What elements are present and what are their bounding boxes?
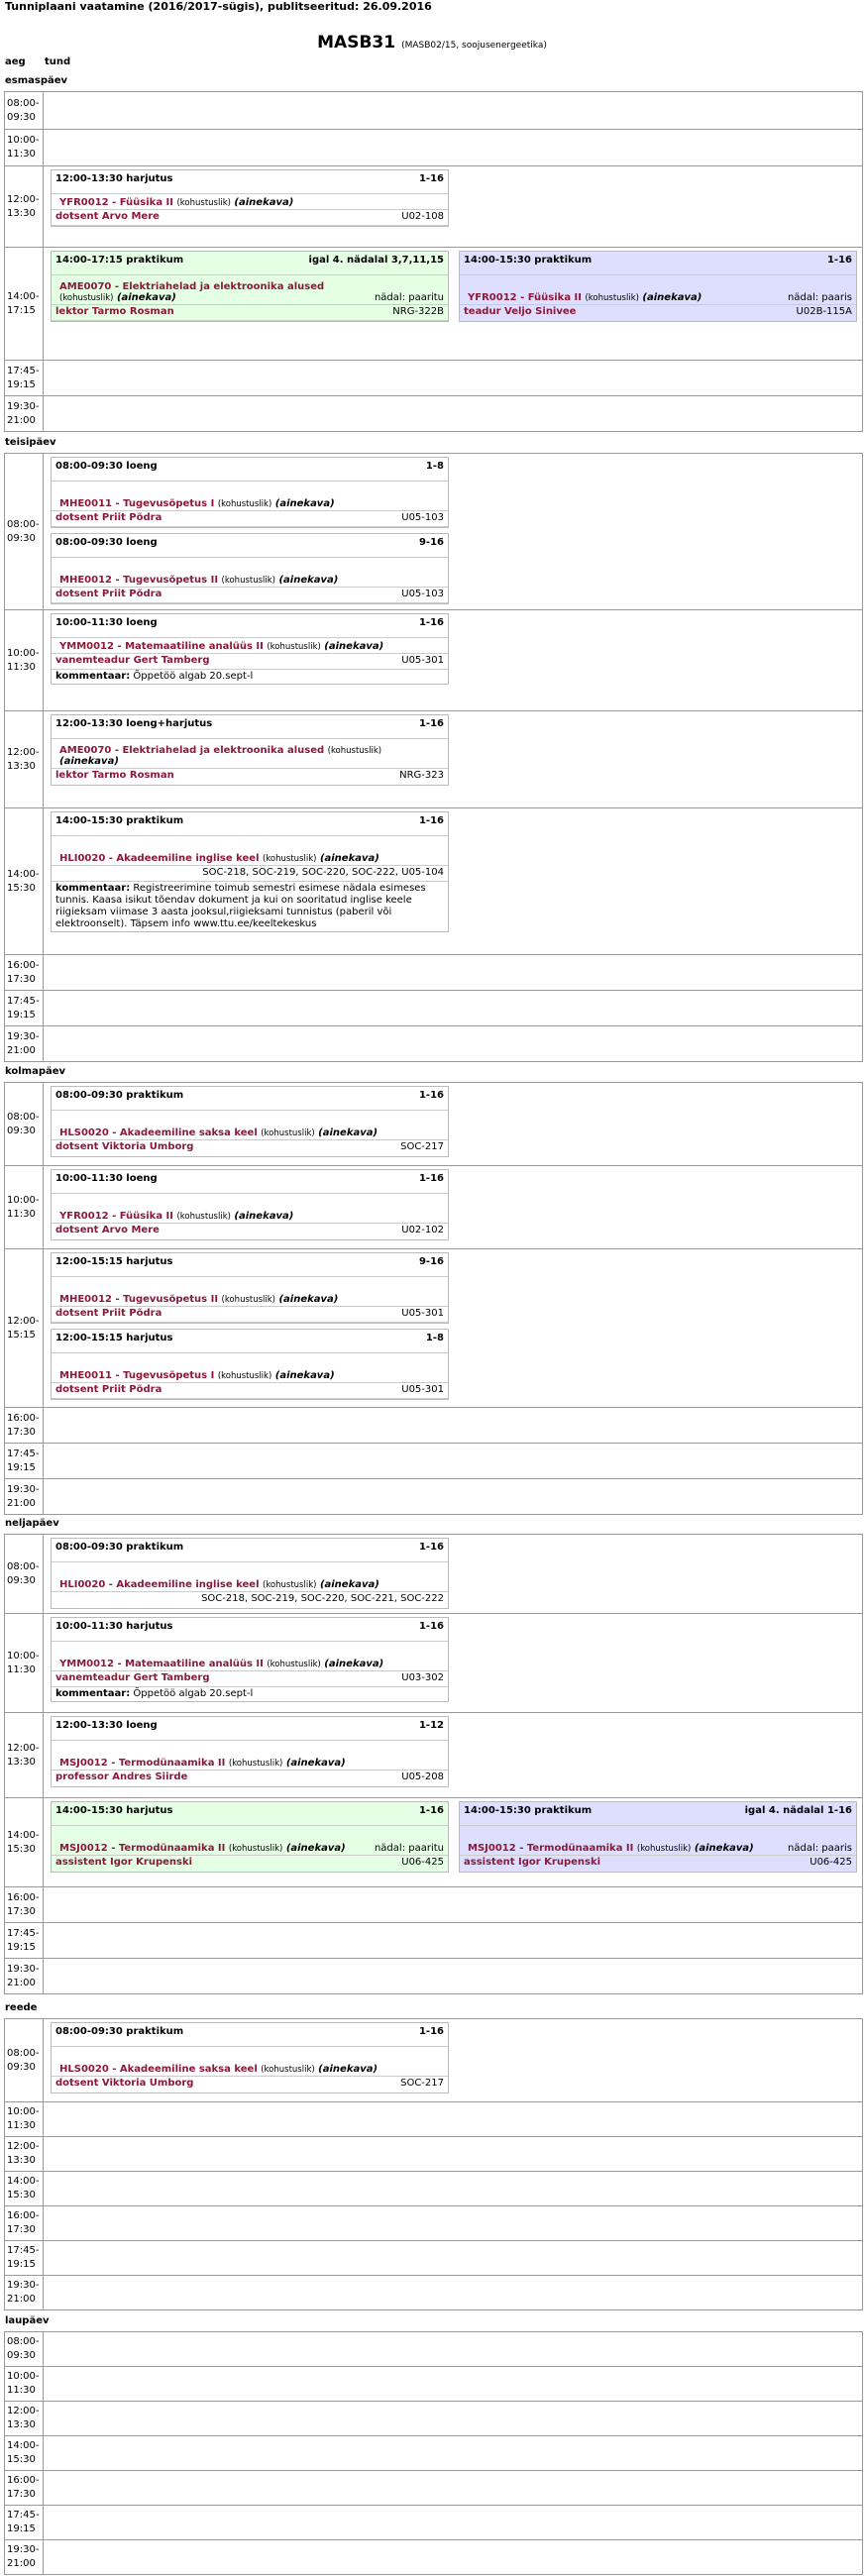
lesson-card[interactable]: 12:00-15:15 harjutus 1-8 MHE0011 - Tugevusõpetus I (kohustuslik) (ainekava) dotsent Priit Põdra U05-301 — [51, 1329, 449, 1400]
lesson-card[interactable]: 14:00-15:30 praktikum 1-16 HLI0020 - Akadeemiline inglise keel (kohustuslik) (ainekava) SOC-218, SOC-219, SOC-220, SOC-222, U05-104 kommentaar: Registreerimine toimub semestri esimese nädala esimeses tunnis. Kaasa isikut tõendav dokument ja kui on sooritatud inglise keele riigieksam viimase 3 aasta jooksul,riigieksami tunnistus (paberil või elektroonselt). Täpsem info www.ttu.ee/keeltekeskus — [51, 811, 449, 932]
lesson-card[interactable]: 12:00-15:15 harjutus 9-16 MHE0012 - Tugevusõpetus II (kohustuslik) (ainekava) dotsent Priit Põdra U05-301 — [51, 1252, 449, 1324]
time-slot: 12:00-13:30 — [5, 711, 44, 807]
time-slot: 19:30-21:00 — [5, 2276, 44, 2309]
col-tund: tund — [45, 56, 71, 67]
day-label: kolmapäev — [5, 1066, 66, 1077]
time-slot: 08:00-09:30 — [5, 2332, 44, 2366]
time-slot: 10:00-11:30 — [5, 1166, 44, 1248]
time-slot: 14:00-15:30 — [5, 1798, 44, 1886]
day-table — [4, 2331, 863, 2575]
time-slot: 12:00-13:30 — [5, 166, 44, 247]
time-slot: 16:00-17:30 — [5, 955, 44, 990]
time-slot: 19:30-21:00 — [5, 1479, 44, 1514]
page-header: Tunniplaani vaatamine (2016/2017-sügis), publitseeritud: 26.09.2016 — [5, 0, 432, 13]
lesson-card[interactable]: 12:00-13:30 loeng+harjutus 1-16 AME0070 - Elektriahelad ja elektroonika alused (kohustuslik) (ainekava) lektor Tarmo Rosman NRG-323 — [51, 714, 449, 786]
lesson-card[interactable]: 14:00-15:30 harjutus 1-16 MSJ0012 - Termodünaamika II (kohustuslik) (ainekava) nädal: paaritu assistent Igor Krupenski U06-425 — [51, 1801, 449, 1873]
day-label: reede — [5, 2002, 38, 2013]
time-slot: 17:45-19:15 — [5, 2506, 44, 2539]
group-title: MASB31 (MASB02/15, soojusenergeetika) — [317, 33, 547, 53]
time-slot: 14:00-15:30 — [5, 808, 44, 954]
time-slot: 14:00-17:15 — [5, 248, 44, 360]
time-slot: 17:45-19:15 — [5, 2241, 44, 2275]
lesson-card[interactable]: 08:00-09:30 praktikum 1-16 HLS0020 - Akadeemiline saksa keel (kohustuslik) (ainekava) dotsent Viktoria Umborg SOC-217 — [51, 2022, 449, 2093]
time-slot: 08:00-09:30 — [5, 454, 44, 609]
lesson-card[interactable]: 08:00-09:30 praktikum 1-16 HLI0020 - Akadeemiline inglise keel (kohustuslik) (ainekava) SOC-218, SOC-219, SOC-220, SOC-221, SOC-222 — [51, 1538, 449, 1609]
time-slot: 14:00-15:30 — [5, 2172, 44, 2205]
time-slot: 19:30-21:00 — [5, 396, 44, 431]
time-slot: 16:00-17:30 — [5, 1408, 44, 1443]
day-label: neljapäev — [5, 1518, 59, 1529]
day-table — [4, 453, 863, 1062]
time-slot: 17:45-19:15 — [5, 1923, 44, 1958]
lesson-card[interactable]: 14:00-15:30 praktikum igal 4. nädalal 1-16 MSJ0012 - Termodünaamika II (kohustuslik) (ainekava) nädal: paaris assistent Igor Krupenski U06-425 — [459, 1801, 857, 1873]
lesson-card[interactable]: 14:00-17:15 praktikum igal 4. nädalal 3,7,11,15 AME0070 - Elektriahelad ja elektroonika alused (kohustuslik) (ainekava) nädal: paaritu lektor Tarmo Rosman NRG-322B — [51, 251, 449, 322]
time-slot: 16:00-17:30 — [5, 2471, 44, 2505]
day-label: teisipäev — [5, 437, 56, 448]
time-slot: 08:00-09:30 — [5, 1083, 44, 1165]
lesson-card[interactable]: 08:00-09:30 loeng 9-16 MHE0012 - Tugevusõpetus II (kohustuslik) (ainekava) dotsent Priit Põdra U05-103 — [51, 533, 449, 604]
day-table — [4, 91, 863, 432]
time-slot: 10:00-11:30 — [5, 1614, 44, 1712]
lesson-card[interactable]: 10:00-11:30 loeng 1-16 YFR0012 - Füüsika II (kohustuslik) (ainekava) dotsent Arvo Mere U02-102 — [51, 1169, 449, 1240]
time-slot: 17:45-19:15 — [5, 1444, 44, 1478]
lesson-card[interactable]: 12:00-13:30 harjutus 1-16 YFR0012 - Füüsika II (kohustuslik) (ainekava) dotsent Arvo Mere U02-108 — [51, 169, 449, 227]
lesson-card[interactable]: 12:00-13:30 loeng 1-12 MSJ0012 - Termodünaamika II (kohustuslik) (ainekava) professor Andres Siirde U05-208 — [51, 1716, 449, 1787]
day-table — [4, 1534, 863, 1994]
time-slot: 12:00-13:30 — [5, 2402, 44, 2435]
day-table — [4, 2018, 863, 2310]
time-slot: 17:45-19:15 — [5, 361, 44, 395]
time-slot: 12:00-15:15 — [5, 1249, 44, 1407]
lesson-card[interactable]: 08:00-09:30 loeng 1-8 MHE0011 - Tugevusõpetus I (kohustuslik) (ainekava) dotsent Priit Põdra U05-103 — [51, 457, 449, 528]
day-label: esmaspäev — [5, 75, 68, 86]
time-slot: 12:00-13:30 — [5, 1713, 44, 1797]
col-aeg: aeg — [5, 56, 26, 67]
lesson-card[interactable]: 08:00-09:30 praktikum 1-16 HLS0020 - Akadeemiline saksa keel (kohustuslik) (ainekava) dotsent Viktoria Umborg SOC-217 — [51, 1086, 449, 1157]
time-slot: 08:00-09:30 — [5, 92, 44, 129]
time-slot: 10:00-11:30 — [5, 2367, 44, 2401]
day-label: laupäev — [5, 2315, 50, 2326]
time-slot: 10:00-11:30 — [5, 2102, 44, 2136]
lesson-card[interactable]: 14:00-15:30 praktikum 1-16 YFR0012 - Füüsika II (kohustuslik) (ainekava) nädal: paaris teadur Veljo Sinivee U02B-115A — [459, 251, 857, 322]
lesson-card[interactable]: 10:00-11:30 loeng 1-16 YMM0012 - Matemaatiline analüüs II (kohustuslik) (ainekava) vanemteadur Gert Tamberg U05-301 kommentaar: Õppetöö algab 20.sept-l — [51, 613, 449, 685]
time-slot: 10:00-11:30 — [5, 610, 44, 710]
time-slot: 19:30-21:00 — [5, 2540, 44, 2574]
time-slot: 14:00-15:30 — [5, 2436, 44, 2470]
time-slot: 08:00-09:30 — [5, 2019, 44, 2101]
time-slot: 19:30-21:00 — [5, 1959, 44, 1993]
day-table — [4, 1082, 863, 1515]
time-slot: 16:00-17:30 — [5, 2206, 44, 2240]
time-slot: 16:00-17:30 — [5, 1887, 44, 1922]
time-slot: 10:00-11:30 — [5, 130, 44, 165]
time-slot: 19:30-21:00 — [5, 1026, 44, 1061]
time-slot: 08:00-09:30 — [5, 1535, 44, 1613]
time-slot: 12:00-13:30 — [5, 2137, 44, 2171]
lesson-card[interactable]: 10:00-11:30 harjutus 1-16 YMM0012 - Matemaatiline analüüs II (kohustuslik) (ainekava) vanemteadur Gert Tamberg U03-302 kommentaar: Õppetöö algab 20.sept-l — [51, 1617, 449, 1702]
time-slot: 17:45-19:15 — [5, 991, 44, 1025]
